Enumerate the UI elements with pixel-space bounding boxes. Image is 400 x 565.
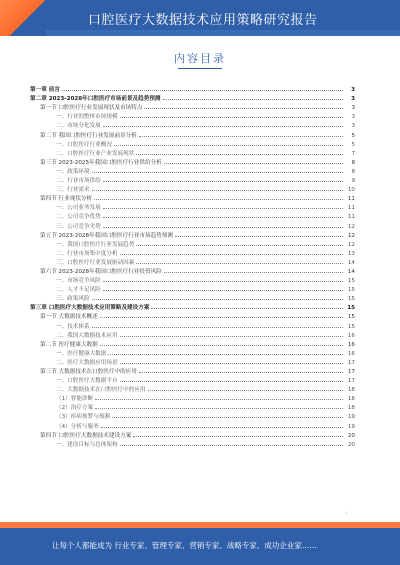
toc-entry-page: 8 bbox=[351, 168, 355, 175]
toc-leader-dots bbox=[136, 244, 343, 246]
toc-entry-page: 14 bbox=[347, 268, 355, 275]
toc-leader-dots bbox=[103, 289, 343, 291]
toc-leader-dots bbox=[136, 153, 343, 155]
toc-leader-dots bbox=[100, 316, 343, 318]
toc-leader-dots bbox=[151, 307, 343, 309]
toc-leader-dots bbox=[120, 116, 343, 118]
toc-entry-page: 10 bbox=[347, 187, 355, 194]
header-accent-stripe bbox=[0, 0, 46, 36]
toc-entry-page: 16 bbox=[347, 350, 355, 357]
toc-entry[interactable] bbox=[30, 393, 355, 402]
toc-leader-dots bbox=[136, 262, 343, 264]
toc-leader-dots bbox=[103, 216, 343, 218]
toc-entry[interactable] bbox=[30, 375, 355, 384]
page-marker: i bbox=[346, 510, 348, 515]
toc-entry-label: 第一节 大数据技术概述 bbox=[40, 314, 98, 321]
toc-leader-dots bbox=[103, 125, 343, 127]
toc-entry[interactable] bbox=[30, 239, 355, 248]
toc-entry-page: 14 bbox=[347, 259, 355, 266]
toc-leader-dots bbox=[62, 89, 343, 91]
toc-entry-label: 一、公司业务发展 bbox=[56, 205, 101, 212]
toc-leader-dots bbox=[175, 235, 343, 237]
toc-entry[interactable] bbox=[30, 139, 355, 148]
toc-entry[interactable] bbox=[30, 184, 355, 193]
toc-entry-page: 15 bbox=[347, 323, 355, 330]
footer-ribbon bbox=[0, 522, 400, 528]
toc-entry-label: 第三节 2023-2025年我国口腔医疗行业供给分析 bbox=[40, 159, 162, 166]
toc-entry-page: 17 bbox=[347, 359, 355, 366]
toc-entry[interactable] bbox=[30, 266, 355, 275]
toc-entry[interactable] bbox=[30, 330, 355, 339]
toc-leader-dots bbox=[92, 298, 343, 300]
toc-entry-label: 一、我国口腔医疗行业发展趋势 bbox=[56, 241, 135, 248]
toc-leader-dots bbox=[139, 135, 343, 137]
toc-entry-label: 一、市场竞争风险 bbox=[56, 278, 101, 285]
toc-leader-dots bbox=[103, 180, 343, 182]
toc-leader-dots bbox=[120, 444, 343, 446]
toc-entry[interactable] bbox=[30, 302, 355, 311]
toc-leader-dots bbox=[120, 253, 343, 255]
toc-entry-label: 一、建设目标与总体架构 bbox=[56, 441, 118, 448]
toc-entry[interactable] bbox=[30, 175, 355, 184]
toc-entry-page: 18 bbox=[347, 396, 355, 403]
toc-entry-page: 20 bbox=[347, 441, 355, 448]
toc-entry-label: （2）治疗方案 bbox=[56, 405, 94, 412]
toc-entry-page: 3 bbox=[351, 114, 355, 121]
toc-entry-label: （1）智能诊断 bbox=[56, 396, 94, 403]
toc-leader-dots bbox=[92, 189, 343, 191]
toc-entry-page: 16 bbox=[347, 341, 355, 348]
toc-entry-label: 一、技术体系 bbox=[56, 323, 90, 330]
toc-entry[interactable] bbox=[30, 311, 355, 320]
toc-entry[interactable] bbox=[30, 293, 355, 302]
toc-leader-dots bbox=[120, 335, 343, 337]
toc-entry-label: 第三节 大数据技术在口腔医疗中的应用 bbox=[40, 369, 137, 375]
toc-entry-page: 12 bbox=[347, 241, 355, 248]
toc-entry-page: 8 bbox=[351, 159, 355, 166]
toc-entry[interactable] bbox=[30, 120, 355, 129]
toc-leader-dots bbox=[139, 371, 343, 373]
toc-entry-label: 二、我国大数据技术应用 bbox=[56, 332, 118, 339]
toc-entry-label: 第二章 2023-2028年口腔医疗市场前景及趋势预测 bbox=[30, 96, 161, 103]
toc-entry-label: 第四节 行业现状分析 bbox=[40, 196, 93, 203]
toc-entry-label: 二、市场分化发展 bbox=[56, 123, 101, 130]
toc-entry[interactable] bbox=[30, 211, 355, 220]
toc-entry-page: 3 bbox=[351, 105, 355, 112]
toc-entry-label: 一、医疗健康大数据 bbox=[56, 350, 107, 357]
toc-entry[interactable] bbox=[30, 430, 355, 439]
toc-entry[interactable] bbox=[30, 202, 355, 211]
toc-entry-page: 3 bbox=[351, 123, 355, 130]
toc-entry-page: 19 bbox=[347, 414, 355, 421]
report-footer bbox=[0, 522, 400, 565]
toc-entry[interactable] bbox=[30, 157, 355, 166]
toc-entry-page: 20 bbox=[347, 432, 355, 439]
report-title: 口腔医疗大数据技术应用策略研究报告 bbox=[88, 13, 318, 28]
toc-entry-page: 15 bbox=[347, 305, 355, 312]
toc-entry-label: 二、公司竞争优势 bbox=[56, 214, 101, 221]
toc-leader-dots bbox=[103, 226, 343, 228]
toc-entry[interactable] bbox=[30, 420, 355, 429]
toc-entry[interactable] bbox=[30, 320, 355, 329]
toc-entry-label: 二、人才不足风险 bbox=[56, 287, 101, 294]
toc-entry-page: 17 bbox=[347, 369, 355, 375]
toc-entry-label: 二、医疗大数据应用场景 bbox=[56, 359, 118, 366]
toc-entry[interactable] bbox=[30, 220, 355, 229]
toc-entry-label: 一、口腔医疗行业概况 bbox=[56, 141, 112, 148]
toc-leader-dots bbox=[120, 362, 343, 364]
toc-leader-dots bbox=[94, 198, 343, 200]
toc-entry-label: 三、口腔医疗行业发展驱动因素 bbox=[56, 259, 135, 266]
toc-leader-dots bbox=[92, 326, 343, 328]
toc-entry-label: 第一章 前言 bbox=[30, 87, 60, 94]
toc-entry-page: 12 bbox=[347, 223, 355, 230]
toc-entry-label: 三、行业需求 bbox=[56, 187, 90, 194]
toc-entry[interactable] bbox=[30, 111, 355, 120]
toc-entry-label: （3）疾病预警与预测 bbox=[56, 414, 110, 421]
toc-leader-dots bbox=[133, 435, 343, 437]
report-header bbox=[0, 0, 400, 36]
toc-entry-label: 第三章 口腔医疗大数据技术应用策略及建设方案 bbox=[30, 305, 150, 312]
toc-entry-page: 15 bbox=[347, 314, 355, 321]
toc-entry-page: 16 bbox=[347, 332, 355, 339]
toc-entry-page: 17 bbox=[347, 378, 355, 385]
toc-entry-page: 5 bbox=[351, 132, 355, 139]
toc-entry-page: 3 bbox=[351, 96, 355, 103]
toc-leader-dots bbox=[92, 171, 343, 173]
toc-entry[interactable] bbox=[30, 384, 355, 393]
toc-entry-label: 第六节 2023-2028年我国口腔医疗行业投资风险 bbox=[40, 268, 162, 275]
header-curve bbox=[46, 30, 400, 36]
toc-entry-label: 第二节 医疗健康大数据 bbox=[40, 341, 98, 348]
toc-entry-page: 11 bbox=[347, 196, 355, 203]
toc-entry-label: 二、行业市场集中度分析 bbox=[56, 250, 118, 257]
toc-heading: 内容目录 bbox=[174, 52, 226, 65]
toc-leader-dots bbox=[95, 398, 343, 400]
toc-leader-dots bbox=[100, 344, 343, 346]
toc-entry[interactable] bbox=[30, 366, 355, 375]
toc-entry-page: 5 bbox=[351, 141, 355, 148]
toc-entry[interactable] bbox=[30, 230, 355, 239]
toc-entry[interactable] bbox=[30, 193, 355, 202]
toc-entry-label: 一、行业的整体市场规模 bbox=[56, 114, 118, 121]
toc-entry-label: 第二节 我国口腔医疗行业发展前景分析 bbox=[40, 132, 137, 139]
toc-entry-page: 9 bbox=[351, 178, 355, 185]
table-of-contents bbox=[30, 84, 355, 448]
toc-entry-label: 第四节 口腔医疗大数据技术建设方案 bbox=[40, 432, 132, 439]
toc-leader-dots bbox=[164, 162, 343, 164]
toc-entry-page: 11 bbox=[347, 205, 355, 212]
toc-entry-page: 7 bbox=[351, 150, 355, 157]
toc-entry-label: 二、口腔医疗行业产业发展现状 bbox=[56, 150, 135, 157]
toc-entry-page: 18 bbox=[347, 405, 355, 412]
toc-entry[interactable] bbox=[30, 411, 355, 420]
toc-leader-dots bbox=[114, 144, 343, 146]
toc-entry[interactable] bbox=[30, 166, 355, 175]
toc-leader-dots bbox=[95, 407, 343, 409]
toc-entry-label: 一、口腔医疗大数据平台 bbox=[56, 378, 118, 385]
toc-leader-dots bbox=[144, 107, 343, 109]
toc-entry-page: 11 bbox=[347, 214, 355, 221]
toc-entry[interactable] bbox=[30, 129, 355, 138]
toc-leader-dots bbox=[164, 271, 343, 273]
toc-entry[interactable] bbox=[30, 284, 355, 293]
toc-leader-dots bbox=[120, 380, 343, 382]
toc-entry[interactable] bbox=[30, 93, 355, 102]
toc-entry-page: 19 bbox=[347, 423, 355, 430]
toc-entry[interactable] bbox=[30, 339, 355, 348]
toc-leader-dots bbox=[108, 353, 343, 355]
toc-entry[interactable] bbox=[30, 348, 355, 357]
toc-entry[interactable] bbox=[30, 148, 355, 157]
toc-entry-label: 一、政策环境 bbox=[56, 168, 90, 175]
toc-entry[interactable] bbox=[30, 402, 355, 411]
toc-entry-page: 18 bbox=[347, 387, 355, 394]
toc-entry-page: 15 bbox=[347, 287, 355, 294]
toc-entry-label: 第五节 2023-2028年我国口腔医疗行业市场趋势预测 bbox=[40, 232, 173, 239]
toc-heading-underline bbox=[178, 68, 222, 69]
toc-leader-dots bbox=[148, 389, 343, 391]
toc-entry[interactable] bbox=[30, 275, 355, 284]
toc-leader-dots bbox=[103, 207, 343, 209]
toc-entry-page: 13 bbox=[347, 250, 355, 257]
footer-slogan: 让每个人都能成为 行业专家、管理专家、营销专家、战略专家、成功企业家…… bbox=[52, 541, 317, 550]
toc-leader-dots bbox=[101, 426, 343, 428]
toc-leader-dots bbox=[103, 280, 343, 282]
toc-entry-label: （4）分析与服务 bbox=[56, 423, 99, 430]
toc-entry[interactable] bbox=[30, 257, 355, 266]
toc-entry[interactable] bbox=[30, 102, 355, 111]
toc-entry[interactable] bbox=[30, 84, 355, 93]
toc-entry[interactable] bbox=[30, 357, 355, 366]
toc-entry[interactable] bbox=[30, 439, 355, 448]
toc-entry-page: 15 bbox=[347, 278, 355, 285]
toc-entry-label: 三、公司竞争劣势 bbox=[56, 223, 101, 230]
toc-entry[interactable] bbox=[30, 248, 355, 257]
toc-entry-label: 三、政策风险 bbox=[56, 296, 90, 303]
toc-entry-label: 第一节 口腔医疗行业发展现状及市场特点 bbox=[40, 105, 143, 112]
toc-leader-dots bbox=[112, 416, 343, 418]
toc-leader-dots bbox=[163, 98, 343, 100]
toc-entry-label: 二、大数据技术在口腔医疗中的应用 bbox=[56, 387, 146, 394]
toc-entry-label: 二、行业市场供给 bbox=[56, 178, 101, 185]
toc-entry-page: 3 bbox=[351, 87, 355, 94]
toc-entry-page: 12 bbox=[347, 232, 355, 239]
toc-entry-page: 15 bbox=[347, 296, 355, 303]
